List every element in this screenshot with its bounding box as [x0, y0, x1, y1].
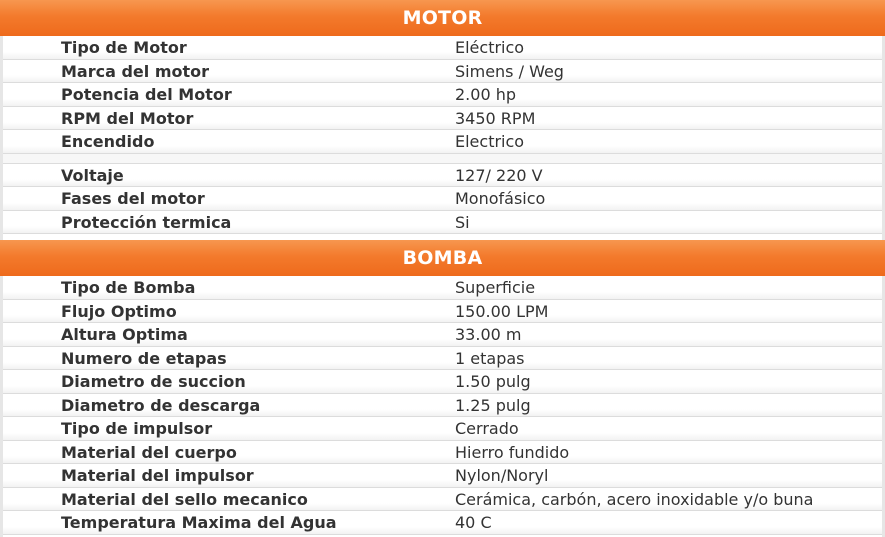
spec-row — [0, 441, 885, 465]
spec-label: Altura Optima — [61, 325, 188, 344]
spec-label: Material del impulsor — [61, 466, 254, 485]
spec-value: Eléctrico — [455, 38, 525, 57]
spec-label: Protección termica — [61, 212, 232, 232]
spec-row — [0, 464, 885, 488]
spec-row — [0, 394, 885, 418]
spec-value: 1.50 pulg — [455, 372, 531, 391]
spec-label: Tipo de impulsor — [61, 419, 213, 438]
spec-row — [0, 83, 885, 107]
spec-row — [0, 130, 885, 154]
spec-value: Hierro fundido — [455, 442, 570, 462]
spec-label: Material del cuerpo — [61, 442, 237, 462]
spec-label: Temperatura Maxima del Agua — [61, 513, 337, 532]
spec-label: Numero de etapas — [61, 348, 227, 368]
spec-row — [0, 370, 885, 394]
spec-value: Electrico — [455, 132, 525, 151]
spec-value: Cerámica, carbón, acero inoxidable y/o buna — [455, 489, 814, 509]
spec-label: Potencia del Motor — [61, 85, 232, 104]
spec-row — [0, 488, 885, 512]
spec-value: Simens / Weg — [455, 61, 564, 81]
spec-row — [0, 36, 885, 60]
spec-label: Flujo Optimo — [61, 301, 177, 321]
motor-section-header: MOTOR — [0, 0, 885, 36]
spec-label: Tipo de Bomba — [61, 278, 196, 297]
spec-label: Material del sello mecanico — [61, 489, 308, 509]
spec-value: 1 etapas — [455, 348, 525, 368]
spec-label: Diametro de descarga — [61, 395, 261, 415]
table-border-left — [0, 36, 3, 240]
spec-label: Voltaje — [61, 165, 124, 185]
spec-value: Superficie — [455, 278, 536, 297]
spec-row — [0, 276, 885, 300]
spec-value: 2.00 hp — [455, 85, 517, 104]
spec-value: 3450 RPM — [455, 108, 536, 128]
spec-row — [0, 417, 885, 441]
spec-value: 150.00 LPM — [455, 301, 549, 321]
spec-value: Monofásico — [455, 189, 546, 208]
spec-row — [0, 347, 885, 371]
spec-label: RPM del Motor — [61, 108, 194, 128]
bomba-section-header: BOMBA — [0, 240, 885, 276]
spec-row — [0, 511, 885, 535]
spec-value: 33.00 m — [455, 325, 522, 344]
spec-label: Fases del motor — [61, 189, 205, 208]
spec-row — [0, 187, 885, 211]
spec-label: Marca del motor — [61, 61, 210, 81]
spec-value: Cerrado — [455, 419, 519, 438]
spec-value: 1.25 pulg — [455, 395, 531, 415]
spec-label: Diametro de succion — [61, 372, 246, 391]
spec-label: Encendido — [61, 132, 155, 151]
spec-row — [0, 300, 885, 324]
spec-label: Tipo de Motor — [61, 38, 187, 57]
spec-row — [0, 164, 885, 188]
spec-value: Nylon/Noryl — [455, 466, 549, 485]
row-spacer — [0, 154, 885, 164]
motor-spec-table — [0, 36, 885, 240]
spec-value: Si — [455, 212, 470, 232]
spec-row — [0, 211, 885, 235]
spec-row — [0, 323, 885, 347]
spec-value: 40 C — [455, 513, 492, 532]
spec-value: 127/ 220 V — [455, 165, 543, 185]
spec-row — [0, 60, 885, 84]
spec-row — [0, 107, 885, 131]
table-border-left — [0, 276, 3, 537]
bomba-spec-table — [0, 276, 885, 537]
